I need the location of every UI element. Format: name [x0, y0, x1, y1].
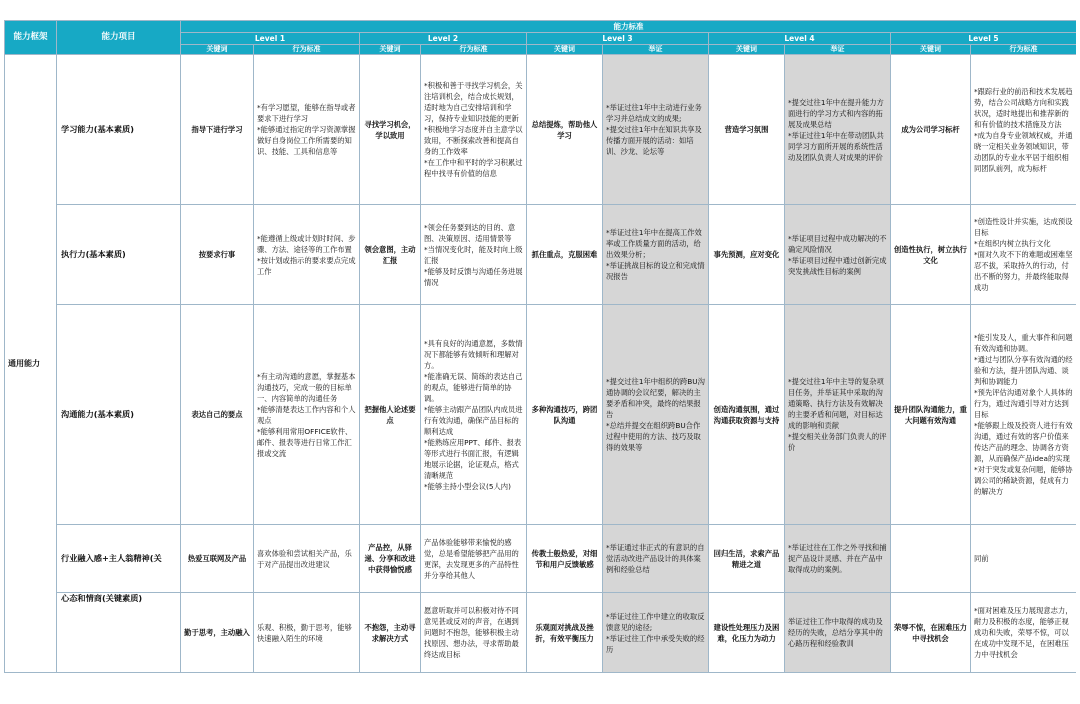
l5-keyword-cell [891, 525, 971, 593]
l4-keyword-cell: 创造沟通氛围，通过沟通获取资源与支持 [709, 305, 785, 525]
l3-evidence-cell: *举证过往1年中主动进行业务学习并总结成文的成果; *提交过往1年中在知识共享及传播方面开展的活动：如培训、沙龙、论坛等 [603, 55, 709, 205]
l5-keyword-cell: 提升团队沟通能力，重大问题有效沟通 [891, 305, 971, 525]
header-standard: 能力标准 [181, 21, 1077, 33]
l4-keyword-cell: 事先预测，应对变化 [709, 205, 785, 305]
l1-standard-cell: *能遵循上级或计划时时间、步骤、方法、途径等的工作布置 *按计划或指示的要求要点完成工作 [254, 205, 360, 305]
l3-evidence-cell: *举证通过非正式的有意识的自觉活动改进产品设计的具体案例和经验总结 [603, 525, 709, 593]
l4-evidence-cell: *提交过往1年中主导的复杂项目任务，并举证其中采取的沟通策略、执行方法及有效解决的主要矛盾和问题，对目标达成的影响和贡献 *提交相关业务部门负责人的评价 [785, 305, 891, 525]
l1-keyword-cell: 表达自己的要点 [181, 305, 254, 525]
l5-standard-cell: *创造性设计并实施，达成预设目标 *在组织内树立执行文化 *面对久攻不下的难题或困难坚忍不拔，采取持久的行动，付出不断的努力，并最终能取得成功 [971, 205, 1077, 305]
item-cell: 执行力(基本素质) [57, 205, 181, 305]
l5-standard-cell: *能引发及人，重大事件和问题有效沟通和协调。 *通过与团队分享有效沟通的经验和方法，提升团队沟通、谈判和协调能力 *预先评估沟通对象个人具体的行为，通过沟通引导对方达到目标 *能够跟上级及投资人进行有效沟通，通过有效的客户价值来传达产品的理念、协调各方资源，从而确保产品idea的实现 *对于突发或复杂问题，能够协调公司的稀缺资源，促成有力的解决方 [971, 305, 1077, 525]
subheader-l1-standard: 行为标准 [254, 45, 360, 55]
l1-keyword-cell: 热爱互联网及产品 [181, 525, 254, 593]
l4-keyword-cell: 营造学习氛围 [709, 55, 785, 205]
table-row [5, 593, 1077, 673]
header-level-4: Level 4 [709, 33, 891, 45]
l2-standard-cell: *积极和善于寻找学习机会，关注培训机会，结合成长规划，适时地为自己安排培训和学习，保持专业知识技能的更新 *积极地学习态度并自主意学以致用，不断探索改善和提高自身的工作效率 *在工作中和平时的学习积累过程中找寻有价值的信息 [421, 55, 527, 205]
l4-evidence-cell: *举证过往在工作之外寻找和捕捉产品设计灵感、并在产品中取得成功的案例。 [785, 525, 891, 593]
competency-matrix [4, 20, 1076, 680]
l2-standard-cell: *领会任务要到达的目的、意图、决策原因、适用情景等 *当情况变化时，能及时向上级汇报 *能够及时反馈与沟通任务进展情况 [421, 205, 527, 305]
l2-standard-cell: 愿意听取并可以积极对待不同意见甚或反对的声音，在遇到问题时不抱怨，能够积极主动找原因、想办法，寻求帮助最终达成目标 [421, 593, 527, 673]
subheader-l4-evidence: 举证 [785, 45, 891, 55]
l1-keyword-cell: 勤于思考，主动融入 [181, 593, 254, 673]
table-row [5, 205, 1077, 305]
l5-standard-cell: *跟踪行业的前沿和技术发展趋势，结合公司战略方向和实践状况，适时地提出和推荐新的和有价值的技术措施及方法 *成为自身专业领域权威，并通晓一定相关业务领域知识，带动团队的专业水平居于组织相同团队前列，成为标杆 [971, 55, 1077, 205]
l3-keyword-cell: 抓住重点，克服困难 [527, 205, 603, 305]
l2-standard-cell: *具有良好的沟通意愿，多数情况下都能够有效倾听和理解对方。 *能准确无误、简练的表达自己的观点，能够进行简单的协调。 *能够主动跟产品团队内成员进行有效沟通，确保产品目标的顺利达成 *能熟练应用PPT、邮件、报表等形式进行书面汇报，有逻辑地展示论据，论证观点，格式清晰规范 *能够主持小型会议(5人内) [421, 305, 527, 525]
header-level-2: Level 2 [360, 33, 527, 45]
l3-evidence-cell: *举证过往工作中建立的收取反馈意见的途径; *举证过往工作中承受失败的经历 [603, 593, 709, 673]
l1-standard-cell: *有学习愿望，能够在指导或者要求下进行学习 *能够通过指定的学习资源掌握做好自身岗位工作所需要的知识、技能、工具和信息等 [254, 55, 360, 205]
l1-standard-cell: 乐观、积极，勤于思考，能够快速融入陌生的环境 [254, 593, 360, 673]
l2-keyword-cell: 领会意图，主动汇报 [360, 205, 421, 305]
l1-keyword-cell: 指导下进行学习 [181, 55, 254, 205]
header-framework: 能力框架 [5, 21, 57, 55]
item-cell: 学习能力(基本素质) [57, 55, 181, 205]
subheader-l1-keyword: 关键词 [181, 45, 254, 55]
l5-keyword-cell: 创造性执行，树立执行文化 [891, 205, 971, 305]
subheader-l5-keyword: 关键词 [891, 45, 971, 55]
header-level-5: Level 5 [891, 33, 1077, 45]
subheader-l4-keyword: 关键词 [709, 45, 785, 55]
subheader-l3-keyword: 关键词 [527, 45, 603, 55]
item-cell: 心态和情商(关键素质) [57, 593, 181, 673]
l5-standard-cell: 同前 [971, 525, 1077, 593]
l4-keyword-cell: 建设性处理压力及困难，化压力为动力 [709, 593, 785, 673]
l3-keyword-cell: 总结提炼，帮助他人学习 [527, 55, 603, 205]
l1-standard-cell: *有主动沟通的意愿，掌握基本沟通技巧，完成一般的目标单一、内容简单的沟通任务 *能够清楚表达工作内容和个人观点 *能够利用常用OFFICE软件、邮件、报表等进行日常工作汇报或交流 [254, 305, 360, 525]
l5-standard-cell: *面对困难及压力展现意志力，耐力及积极的态度，能够正视成功和失败，荣辱不惊，可以在成功中发现不足，在困难压力中寻找机会 [971, 593, 1077, 673]
subheader-l2-keyword: 关键词 [360, 45, 421, 55]
subheader-l2-standard: 行为标准 [421, 45, 527, 55]
table-row [5, 55, 1077, 205]
table-row [5, 305, 1077, 525]
l1-standard-cell: 喜欢体验和尝试相关产品，乐于对产品提出改进建议 [254, 525, 360, 593]
l1-keyword-cell: 按要求行事 [181, 205, 254, 305]
l4-evidence-cell: 举证过往工作中取得的成功及经历的失败，总结分享其中的心路历程和经验教训 [785, 593, 891, 673]
l4-keyword-cell: 回归生活，求索产品精进之道 [709, 525, 785, 593]
subheader-l5-standard: 行为标准 [971, 45, 1077, 55]
header-level-1: Level 1 [181, 33, 360, 45]
l2-keyword-cell: 把握他人论述要点 [360, 305, 421, 525]
l2-keyword-cell: 产品控，从驿递、分享和改进中获得愉悦感 [360, 525, 421, 593]
l3-keyword-cell: 乐观面对挑战及挫折，有效平衡压力 [527, 593, 603, 673]
header-level-3: Level 3 [527, 33, 709, 45]
l3-evidence-cell: *提交过往1年中组织的跨BU沟通协调的会议纪要，解决的主要矛盾和冲突，最终的结果报告 *总结并提交在组织跨BU合作过程中使用的方法、技巧及取得的效果等 [603, 305, 709, 525]
l3-evidence-cell: *举证过往1年中在提高工作效率或工作质量方面的活动，给出效果分析； *举证挑战目标的设立和完成情况报告 [603, 205, 709, 305]
category-cell: 通用能力 [5, 55, 57, 673]
subheader-l3-evidence: 举证 [603, 45, 709, 55]
l4-evidence-cell: *提交过往1年中在提升能力方面进行的学习方式和内容的拓展及成果总结 *举证过往1年中在带动团队共同学习方面所开展的系统性活动及团队负责人对成果的评价 [785, 55, 891, 205]
l2-keyword-cell: 寻找学习机会，学以致用 [360, 55, 421, 205]
l2-keyword-cell: 不抱怨，主动寻求解决方式 [360, 593, 421, 673]
item-cell: 沟通能力(基本素质) [57, 305, 181, 525]
l5-keyword-cell: 成为公司学习标杆 [891, 55, 971, 205]
header-item: 能力项目 [57, 21, 181, 55]
competency-table [4, 20, 1076, 673]
l5-keyword-cell: 荣辱不惊，在困难压力中寻找机会 [891, 593, 971, 673]
item-cell: 行业融入感+主人翁精神(关 [57, 525, 181, 593]
l2-standard-cell: 产品体验能够带来愉悦的感觉，总是希望能够把产品用的更深，去发现更多的产品特性并分享给其他人 [421, 525, 527, 593]
table-row [5, 525, 1077, 593]
l3-keyword-cell: 多种沟通技巧，跨团队沟通 [527, 305, 603, 525]
l4-evidence-cell: *举证项目过程中成功解决的不确定风险情况 *举证项目过程中通过创新完成突发挑战性目标的案例 [785, 205, 891, 305]
l3-keyword-cell: 传教士般热爱，对细节和用户反馈敏感 [527, 525, 603, 593]
